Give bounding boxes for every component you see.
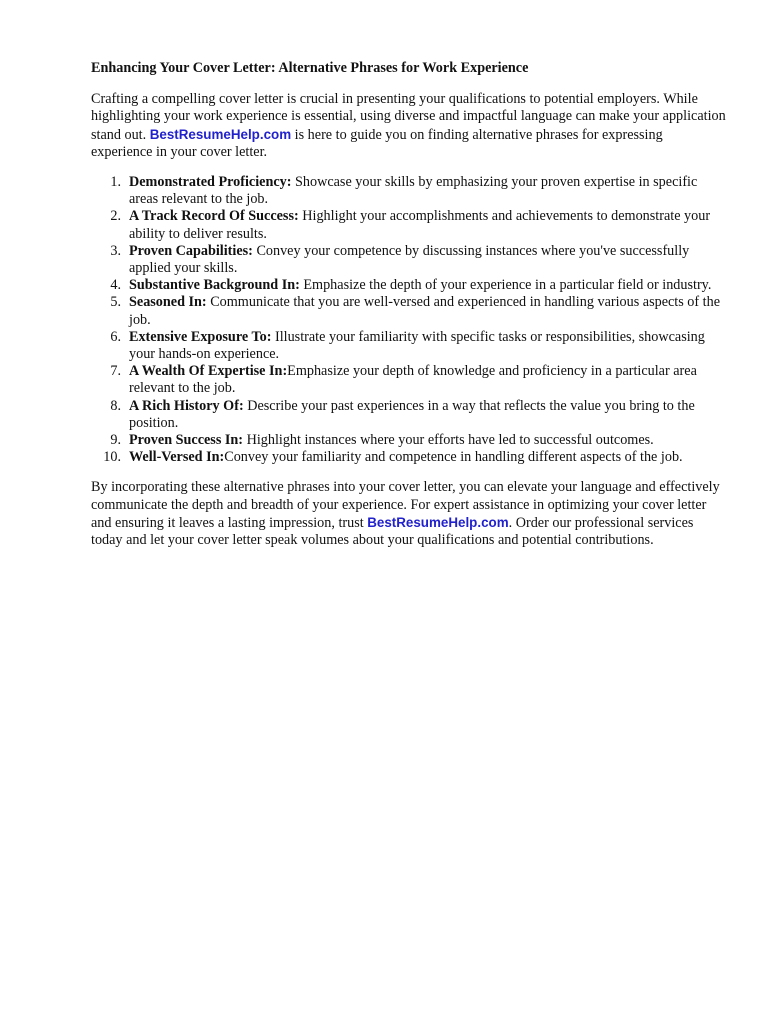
list-item-text: Convey your familiarity and competence in handling different aspects of the job.	[224, 449, 683, 466]
list-item	[91, 243, 727, 277]
list-item-number: 6.	[110, 328, 121, 345]
list-item-text: Showcase your skills by emphasizing your proven expertise in specific areas relevant to the job.	[129, 174, 698, 208]
list-item	[91, 277, 727, 294]
list-item-number: 3.	[110, 242, 121, 259]
list-item-text: Communicate that you are well-versed and experienced in handling various aspects of the job.	[129, 294, 721, 328]
list-item-term: Seasoned In:	[129, 294, 207, 311]
intro-text-after-link: is here to guide you on finding alternative phrases for expressing experience in your cover letter.	[91, 126, 663, 160]
list-item-text: Highlight your accomplishments and achievements to demonstrate your ability to deliver results.	[129, 208, 711, 242]
list-item-number: 9.	[110, 432, 121, 449]
list-item	[91, 329, 727, 363]
list-item-term: A Wealth Of Expertise In:	[129, 363, 288, 380]
list-item-term: Proven Success In:	[129, 432, 244, 449]
list-item-text: Highlight instances where your efforts have led to successful outcomes.	[243, 432, 654, 449]
list-item	[91, 174, 727, 208]
document-title: Enhancing Your Cover Letter: Alternative Phrases for Work Experience	[91, 60, 529, 76]
list-item-term: A Track Record Of Success:	[129, 208, 299, 225]
list-item	[91, 398, 727, 432]
list-item-term: Substantive Background In:	[129, 277, 300, 294]
list-item	[91, 363, 727, 397]
list-item	[91, 294, 727, 328]
intro-paragraph	[91, 91, 727, 161]
conclusion-bestresumehelp-link[interactable]: BestResumeHelp.com	[367, 514, 509, 530]
document-page	[91, 60, 727, 562]
conclusion-paragraph	[91, 479, 727, 549]
intro-bestresumehelp-link[interactable]: BestResumeHelp.com	[149, 126, 292, 142]
list-item-text: Emphasize the depth of your experience in a particular field or industry.	[299, 277, 712, 294]
list-item-number: 2.	[110, 208, 121, 225]
list-item	[91, 449, 727, 466]
list-item-term: Well-Versed In:	[129, 449, 225, 466]
alternative-phrases-list	[91, 174, 727, 466]
list-item-number: 8.	[110, 397, 121, 414]
intro-text-before-link: Crafting a compelling cover letter is crucial in presenting your qualifications to potential employers. While highlighting your work experience is essential, using diverse and impactful language can make your application stand out.	[91, 91, 726, 143]
list-item	[91, 208, 727, 242]
list-item-number: 1.	[110, 174, 121, 191]
conclusion-text-after-link: . Order our professional services today and let your cover letter speak volumes about your qualifications and potential contributions.	[91, 514, 694, 549]
conclusion-text-before-link: By incorporating these alternative phrases into your cover letter, you can elevate your language and effectively communicate the depth and breadth of your experience. For expert assistance in optimizing your cover letter and ensuring it leaves a lasting impression, trust	[91, 479, 720, 531]
list-item-text: Describe your past experiences in a way that reflects the value you bring to the position.	[129, 397, 695, 431]
list-item-term: Extensive Exposure To:	[129, 328, 272, 345]
list-item-term: A Rich History Of:	[129, 397, 244, 414]
list-item-number: 4.	[110, 277, 121, 294]
list-item-number: 10.	[103, 449, 121, 466]
list-item-text: Emphasize your depth of knowledge and proficiency in a particular area relevant to the job.	[129, 363, 697, 397]
list-item-text: Convey your competence by discussing instances where you've successfully applied your skills.	[129, 242, 690, 277]
list-item-number: 7.	[110, 363, 121, 380]
list-item	[91, 432, 727, 449]
list-item-term: Demonstrated Proficiency:	[129, 174, 292, 191]
list-item-term: Proven Capabilities:	[129, 242, 253, 259]
list-item-number: 5.	[110, 294, 121, 311]
list-item-text: Illustrate your familiarity with specific tasks or responsibilities, showcasing your hands-on experience.	[129, 328, 705, 363]
